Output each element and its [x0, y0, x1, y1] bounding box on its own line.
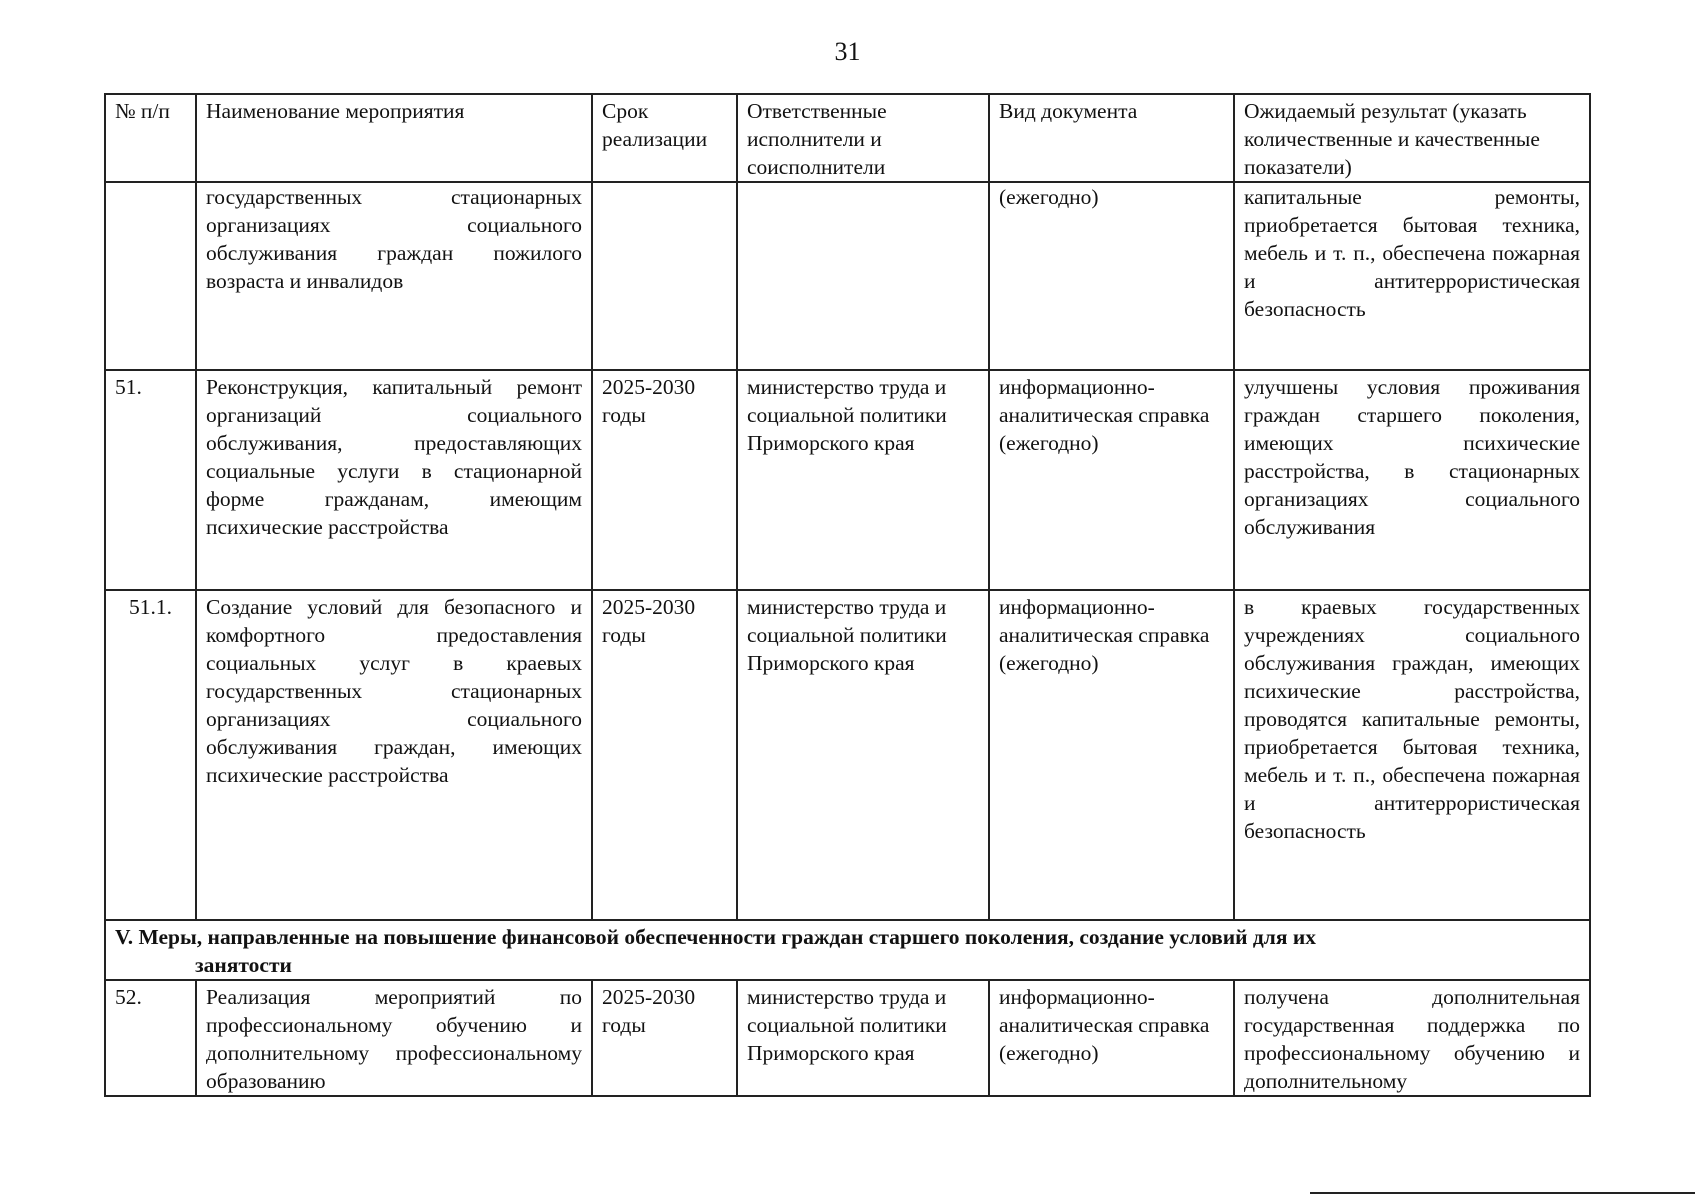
section-heading-line2: занятости	[195, 953, 292, 977]
cell-result: капитальные ремонты, приобретается бытовая техника, мебель и т. п., обеспечена пожарная и антитеррористическая безопасность	[1234, 182, 1590, 370]
cell-term: 2025-2030 годы	[592, 370, 737, 590]
header-term: Срок реализации	[592, 94, 737, 182]
cell-responsible: министерство труда и социальной политики Приморского края	[737, 980, 989, 1096]
cell-doc-type: информационно-аналитическая справка (ежегодно)	[989, 370, 1234, 590]
section-heading-row	[105, 920, 1590, 980]
cell-result: получена дополнительная государственная поддержка по профессиональному обучению и дополнительному	[1234, 980, 1590, 1096]
header-responsible: Ответственные исполнители и соисполнители	[737, 94, 989, 182]
cell-name: Реконструкция, капитальный ремонт организаций социального обслуживания, предоставляющих социальные услуги в стационарной форме гражданам, имеющим психические расстройства	[196, 370, 592, 590]
header-doc-type: Вид документа	[989, 94, 1234, 182]
header-result: Ожидаемый результат (указать количественные и качественные показатели)	[1234, 94, 1590, 182]
cell-num: 51.	[105, 370, 196, 590]
cell-num	[105, 182, 196, 370]
cell-responsible	[737, 182, 989, 370]
table-header-row	[105, 94, 1590, 182]
page-number: 31	[834, 37, 861, 66]
header-name: Наименование мероприятия	[196, 94, 592, 182]
cell-name: Реализация мероприятий по профессиональному обучению и дополнительному профессиональному образованию	[196, 980, 592, 1096]
cell-result: улучшены условия проживания граждан старшего поколения, имеющих психические расстройства, в стационарных организациях социального обслуживания	[1234, 370, 1590, 590]
table-row	[105, 370, 1590, 590]
cell-term	[592, 182, 737, 370]
cell-name: Создание условий для безопасного и комфортного предоставления социальных услуг в краевых государственных стационарных организациях социального обслуживания граждан, имеющих психические расстройства	[196, 590, 592, 920]
cell-responsible: министерство труда и социальной политики Приморского края	[737, 590, 989, 920]
footer-divider	[1310, 1192, 1695, 1194]
cell-name: государственных стационарных организациях социального обслуживания граждан пожилого возраста и инвалидов	[196, 182, 592, 370]
cell-term: 2025-2030 годы	[592, 590, 737, 920]
cell-doc-type: информационно-аналитическая справка (ежегодно)	[989, 980, 1234, 1096]
section-heading-line1: V. Меры, направленные на повышение финансовой обеспеченности граждан старшего поколения, создание условий для их	[115, 925, 1317, 949]
cell-term: 2025-2030 годы	[592, 980, 737, 1096]
cell-doc-type: информационно-аналитическая справка (ежегодно)	[989, 590, 1234, 920]
cell-responsible: министерство труда и социальной политики Приморского края	[737, 370, 989, 590]
header-num: № п/п	[105, 94, 196, 182]
table-row	[105, 980, 1590, 1096]
table-row	[105, 590, 1590, 920]
table-row	[105, 182, 1590, 370]
cell-num: 51.1.	[105, 590, 196, 920]
cell-result: в краевых государственных учреждениях социального обслуживания граждан, имеющих психические расстройства, проводятся капитальные ремонты, приобретается бытовая техника, мебель и т. п., обеспечена пожарная и антитеррористическая безопасность	[1234, 590, 1590, 920]
section-heading	[105, 920, 1590, 980]
cell-num: 52.	[105, 980, 196, 1096]
measures-table	[104, 93, 1591, 1097]
cell-doc-type: (ежегодно)	[989, 182, 1234, 370]
